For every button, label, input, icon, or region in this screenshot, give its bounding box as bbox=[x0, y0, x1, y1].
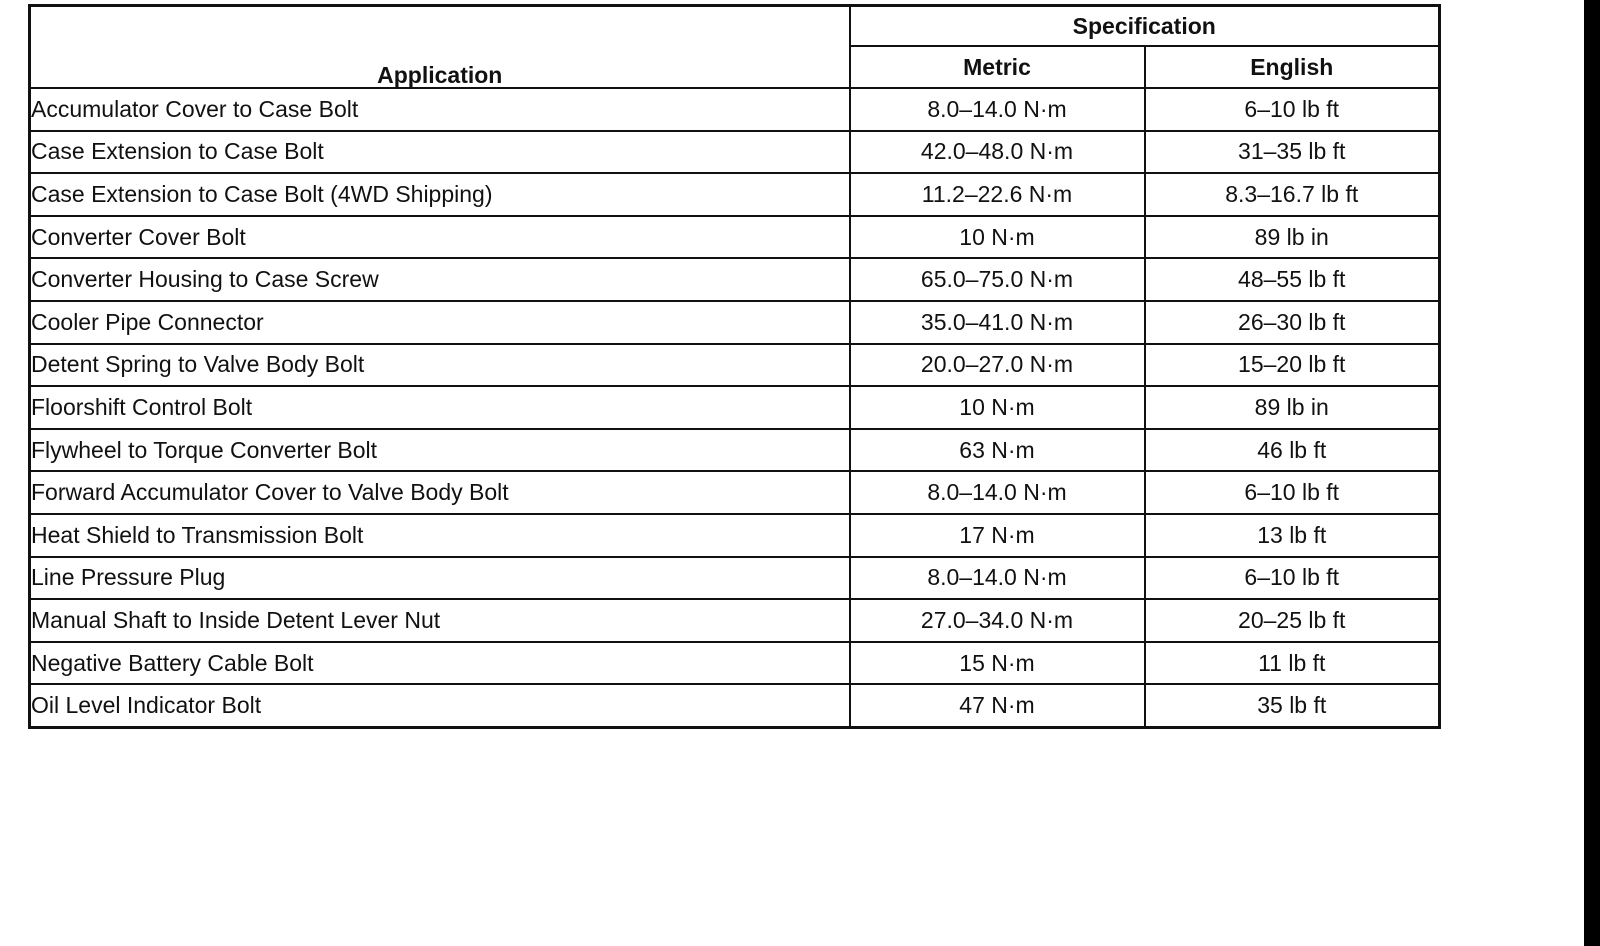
table-row bbox=[30, 344, 1440, 387]
application-cell: Heat Shield to Transmission Bolt bbox=[30, 514, 850, 557]
application-cell: Line Pressure Plug bbox=[30, 557, 850, 600]
application-cell: Converter Housing to Case Screw bbox=[30, 258, 850, 301]
metric-cell: 35.0–41.0 N·m bbox=[850, 301, 1145, 344]
table-row bbox=[30, 471, 1440, 514]
metric-cell: 10 N·m bbox=[850, 386, 1145, 429]
application-cell: Negative Battery Cable Bolt bbox=[30, 642, 850, 685]
table-row bbox=[30, 684, 1440, 727]
metric-cell: 8.0–14.0 N·m bbox=[850, 471, 1145, 514]
english-cell: 15–20 lb ft bbox=[1145, 344, 1440, 387]
english-cell: 48–55 lb ft bbox=[1145, 258, 1440, 301]
application-cell: Case Extension to Case Bolt (4WD Shipping) bbox=[30, 173, 850, 216]
english-cell: 13 lb ft bbox=[1145, 514, 1440, 557]
english-cell: 35 lb ft bbox=[1145, 684, 1440, 727]
table-row bbox=[30, 429, 1440, 472]
metric-cell: 27.0–34.0 N·m bbox=[850, 599, 1145, 642]
table-row bbox=[30, 131, 1440, 174]
metric-cell: 63 N·m bbox=[850, 429, 1145, 472]
table-row bbox=[30, 557, 1440, 600]
metric-cell: 8.0–14.0 N·m bbox=[850, 88, 1145, 131]
english-cell: 8.3–16.7 lb ft bbox=[1145, 173, 1440, 216]
metric-cell: 42.0–48.0 N·m bbox=[850, 131, 1145, 174]
application-cell: Manual Shaft to Inside Detent Lever Nut bbox=[30, 599, 850, 642]
application-cell: Case Extension to Case Bolt bbox=[30, 131, 850, 174]
english-cell: 6–10 lb ft bbox=[1145, 557, 1440, 600]
english-cell: 20–25 lb ft bbox=[1145, 599, 1440, 642]
english-cell: 89 lb in bbox=[1145, 216, 1440, 259]
metric-cell: 8.0–14.0 N·m bbox=[850, 557, 1145, 600]
application-cell: Accumulator Cover to Case Bolt bbox=[30, 88, 850, 131]
metric-cell: 65.0–75.0 N·m bbox=[850, 258, 1145, 301]
table-row bbox=[30, 216, 1440, 259]
torque-spec-table bbox=[28, 4, 1441, 729]
metric-cell: 15 N·m bbox=[850, 642, 1145, 685]
table-header bbox=[30, 6, 1440, 89]
application-cell: Detent Spring to Valve Body Bolt bbox=[30, 344, 850, 387]
table-row bbox=[30, 599, 1440, 642]
specification-header: Specification bbox=[850, 6, 1440, 47]
table-row bbox=[30, 88, 1440, 131]
table-row bbox=[30, 173, 1440, 216]
english-cell: 26–30 lb ft bbox=[1145, 301, 1440, 344]
header-row-top bbox=[30, 6, 1440, 47]
metric-cell: 20.0–27.0 N·m bbox=[850, 344, 1145, 387]
english-cell: 11 lb ft bbox=[1145, 642, 1440, 685]
english-cell: 89 lb in bbox=[1145, 386, 1440, 429]
english-cell: 6–10 lb ft bbox=[1145, 88, 1440, 131]
page-edge-bar bbox=[1584, 0, 1600, 946]
english-header: English bbox=[1145, 46, 1440, 88]
application-cell: Flywheel to Torque Converter Bolt bbox=[30, 429, 850, 472]
application-cell: Converter Cover Bolt bbox=[30, 216, 850, 259]
table-row bbox=[30, 386, 1440, 429]
english-cell: 31–35 lb ft bbox=[1145, 131, 1440, 174]
english-cell: 46 lb ft bbox=[1145, 429, 1440, 472]
application-cell: Forward Accumulator Cover to Valve Body Bolt bbox=[30, 471, 850, 514]
metric-cell: 47 N·m bbox=[850, 684, 1145, 727]
table-body bbox=[30, 88, 1440, 727]
application-header: Application bbox=[30, 6, 850, 89]
table-row bbox=[30, 301, 1440, 344]
metric-cell: 11.2–22.6 N·m bbox=[850, 173, 1145, 216]
table-row bbox=[30, 514, 1440, 557]
table-row bbox=[30, 258, 1440, 301]
metric-header: Metric bbox=[850, 46, 1145, 88]
metric-cell: 10 N·m bbox=[850, 216, 1145, 259]
application-cell: Floorshift Control Bolt bbox=[30, 386, 850, 429]
table-row bbox=[30, 642, 1440, 685]
english-cell: 6–10 lb ft bbox=[1145, 471, 1440, 514]
metric-cell: 17 N·m bbox=[850, 514, 1145, 557]
application-cell: Oil Level Indicator Bolt bbox=[30, 684, 850, 727]
application-cell: Cooler Pipe Connector bbox=[30, 301, 850, 344]
